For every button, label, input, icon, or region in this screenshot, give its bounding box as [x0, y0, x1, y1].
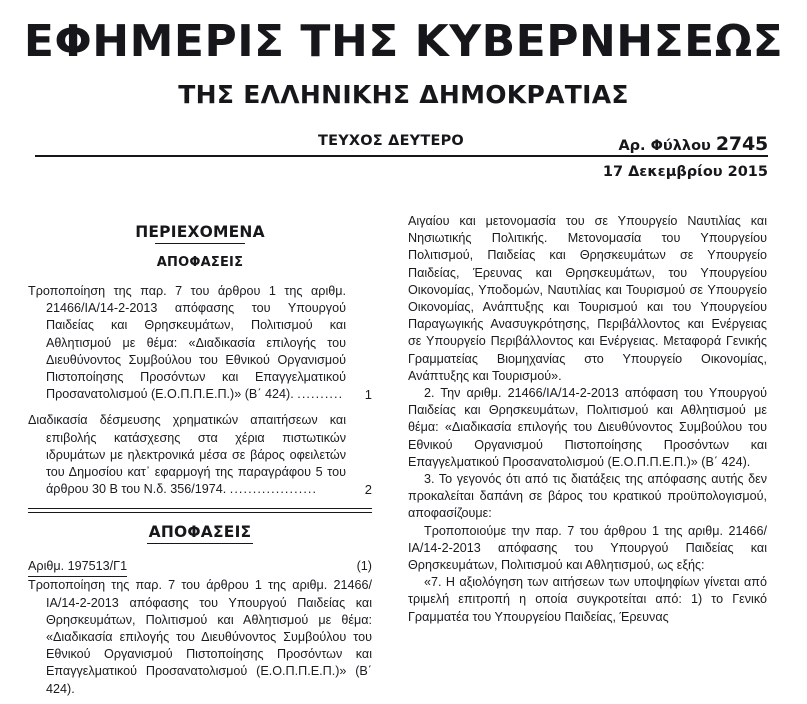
issue-number-value: 2745: [715, 133, 768, 155]
toc-leader-dots: ...................: [229, 482, 318, 497]
decisions-heading-label: ΑΠΟΦΑΣΕΙΣ: [147, 523, 254, 544]
table-of-contents: [28, 283, 372, 498]
decisions-heading: [28, 523, 372, 544]
paragraph-item-2: 2. Την αριθμ. 21466/ΙΑ/14-2-2013 απόφαση του Υπουργού Παιδείας και Θρησκευμάτων, Πολιτισμού και Αθλητισμού με θέμα: «Διαδικασία επιλογής του Διευθύνοντος Συμβούλου του Εθνικού Οργανισμού Πιστοποίησης Προσόντων και Επαγγελματικού Προσανατολισμού (Ε.Ο.Π.Π.Ε.Π.)» (Β΄ 424).: [408, 386, 767, 469]
list-item[interactable]: [28, 412, 372, 498]
right-column: [400, 213, 807, 704]
issue-number-group: [618, 133, 768, 155]
toc-page-number: 1: [364, 387, 372, 403]
paragraph-item-3: 3. Το γεγονός ότι από τις διατάξεις της απόφασης αυτής δεν προκαλείται δαπάνη σε βάρος του κρατικού προϋπολογισμού, αποφασίζουμε:: [408, 472, 767, 521]
toc-leader-dots: ..........: [297, 387, 344, 402]
decision-intro-paragraph: Τροποποίηση της παρ. 7 του άρθρου 1 της αριθμ. 21466/ΙΑ/14-2-2013 απόφασης του Υπουργού Παιδείας και Θρησκευμάτων, Πολιτισμού και Αθλητισμού με θέμα: «Διαδικασία επιλογής του Διευθύνοντος Συμβούλου του Εθνικού Οργανισμού Πιστοποίησης Προσόντων και Επαγγελματικού Προσανατολισμού (Ε.Ο.Π.Π.Ε.Π.)» (Β΄ 424).: [28, 578, 372, 696]
toc-page-number: 2: [364, 482, 372, 498]
issue-number-label: Αρ. Φύλλου: [618, 138, 711, 154]
masthead: [0, 0, 807, 180]
toc-entry-text: Διαδικασία δέσμευσης χρηματικών απαιτήσεων και επιβολής κατάσχεσης στα χέρια πιστωτικών ιδρυμάτων με ηλεκτρονικά μέσα σε βάρος οφειλετών του Δημοσίου κατ᾽ εφαρμογή της παραγράφου 5 του άρθρου 30 Β του Ν.δ. 356/1974.: [28, 413, 346, 497]
issue-bar: [0, 133, 807, 159]
list-item[interactable]: [28, 283, 372, 403]
paragraph-continuation: Αιγαίου και μετονομασία του σε Υπουργείο Ναυτιλίας και Νησιωτικής Πολιτικής. Μετονομασία του Υπουργείου Πολιτισμού, Παιδείας και Θρησκευμάτων σε Υπουργείο Παιδείας, Έρευνας και Θρησκευμάτων, του Υπουργείου Οικονομίας, Υποδομών, Ναυτιλίας και Τουρισμού σε Υπουργείο Οικονομίας, Ανάπτυξης και Τουρισμού και του Υπουργείου Παραγωγικής Ανασυγκρότησης, Περιβάλλοντος και Ενέργειας σε Υπουργείο Περιβάλλοντος και Ενέργειας. Μεταφορά Γενικής Γραμματείας Βιομηχανίας στο Υπουργείο Οικονομίας, Ανάπτυξης και Τουρισμού».: [408, 214, 767, 383]
contents-subheading: ΑΠΟΦΑΣΕΙΣ: [156, 255, 244, 270]
paragraph-amendment: Τροποποιούμε την παρ. 7 του άρθρου 1 της αριθμ. 21466/ΙΑ/14-2-2013 απόφασης του Υπουργού Παιδείας και Θρησκευμάτων, Πολιτισμού και Αθλητισμού, ως εξής:: [408, 523, 767, 573]
left-column: [0, 213, 400, 704]
decision-number: Αριθμ. 197513/Γ1: [28, 558, 127, 577]
toc-entry-text: Τροποποίηση της παρ. 7 του άρθρου 1 της αριθμ. 21466/ΙΑ/14-2-2013 απόφασης του Υπουργού Παιδείας και Θρησκευμάτων, Πολιτισμού και Αθλητισμού με θέμα: «Διαδικασία επιλογής του Διευθύνοντος Συμβούλου του Εθνικού Οργανισμού Πιστοποίησης Προσόντων και Επαγγελματικού Προσανατολισμού (Ε.Ο.Π.Π.Ε.Π.)» (Β΄ 424).: [28, 284, 346, 402]
decision-marker: (1): [356, 559, 372, 574]
issue-date: 17 Δεκεμβρίου 2015: [602, 164, 768, 180]
masthead-divider: [35, 155, 768, 157]
contents-heading: [28, 223, 372, 243]
section-divider: [28, 508, 372, 513]
page-subtitle: ΤΗΣ ΕΛΛΗΝΙΚΗΣ ΔΗΜΟΚΡΑΤΙΑΣ: [178, 80, 629, 109]
page-title: ΕΦΗΜΕΡΙΣ ΤΗΣ ΚΥΒΕΡΝΗΣΕΩΣ: [23, 16, 784, 67]
paragraph-quoted-clause: «7. Η αξιολόγηση των αιτήσεων των υποψηφίων γίνεται από τριμελή επιτροπή η οποία συγκροτείται από: 1) το Γενικό Γραμματέα του Υπουργείου Παιδείας, Έρευνας: [408, 575, 767, 624]
issue-type-label: ΤΕΥΧΟΣ ΔΕΥΤΕΡΟ: [318, 133, 464, 149]
contents-heading-label: ΠΕΡΙΕΧΟΜΕΝΑ: [135, 223, 265, 241]
document-columns: [0, 213, 807, 704]
decision-header: [28, 558, 372, 577]
